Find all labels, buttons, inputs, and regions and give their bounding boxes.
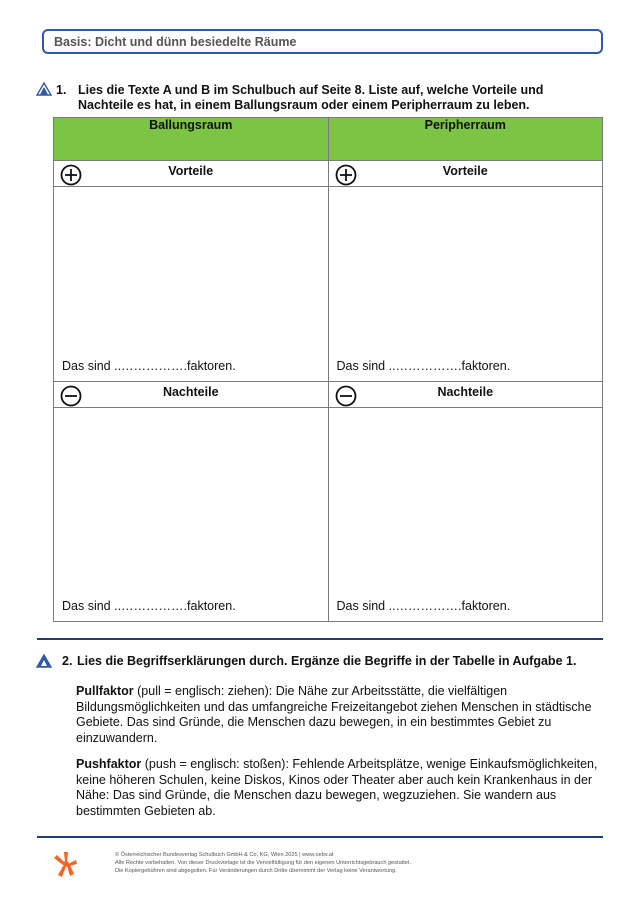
- vorteile-header-cell: [328, 161, 603, 187]
- answer-table: [53, 117, 603, 622]
- nachteile-header-cell: [328, 382, 603, 408]
- level-triangle-icon: [36, 654, 52, 668]
- definition-term: Pushfaktor: [76, 757, 142, 771]
- task1-number: 1.: [56, 83, 67, 97]
- minus-circle-icon: [60, 385, 82, 407]
- plus-circle-icon: [335, 164, 357, 186]
- definition-pullfaktor: [76, 684, 604, 746]
- answer-area-ballungsraum-nachteile[interactable]: [54, 408, 329, 622]
- fill-in-sentence: Das sind ..…………….faktoren.: [336, 359, 511, 373]
- level-triangle-icon: [36, 82, 52, 96]
- answer-area-peripherraum-vorteile[interactable]: [328, 187, 603, 382]
- plus-circle-icon: [60, 164, 82, 186]
- footer-line: Die Kopiergebühren sind abgegolten. Für Veränderungen durch Dritte übernimmt der Verlag keine Verantwortung.: [115, 868, 397, 874]
- oebv-logo: [52, 851, 78, 879]
- minus-circle-icon: [335, 385, 357, 407]
- task1-instruction: Lies die Texte A und B im Schulbuch auf Seite 8. Liste auf, welche Vorteile und Nachteile es hat, in einem Ballungsraum oder einem Peripherraum zu leben.: [78, 83, 544, 112]
- vorteile-label: Vorteile: [442, 164, 488, 178]
- definition-term: Pullfaktor: [76, 684, 134, 698]
- task2-instruction: Lies die Begriffserklärungen durch. Ergänze die Begriffe in der Tabelle in Aufgabe 1.: [77, 654, 577, 668]
- definition-text: (push = englisch: stoßen): Fehlende Arbeitsplätze, wenige Einkaufsmöglichkeiten, keine höheren Schulen, keine Diskos, Kinos oder Theater aber auch kein Krankenhaus in der Nähe: Das sind Gründe, die Menschen dazu bewegen, wegzuziehen. Sie wandern aus bestimmten Gebieten ab.: [76, 757, 598, 818]
- answer-area-ballungsraum-vorteile[interactable]: [54, 187, 329, 382]
- footer-line: Alle Rechte vorbehalten. Von dieser Druckvorlage ist die Vervielfältigung für den eigenen Unterrichtsgebrauch gestattet.: [115, 860, 412, 866]
- fill-in-sentence: Das sind ..…………….faktoren.: [62, 359, 236, 373]
- page-title-text: Basis: Dicht und dünn besiedelte Räume: [54, 34, 297, 49]
- column-header-peripherraum: Peripherraum: [328, 118, 603, 161]
- definition-pushfaktor: [76, 757, 604, 819]
- footer-divider: [37, 836, 603, 838]
- fill-in-sentence: Das sind ..…………….faktoren.: [336, 599, 511, 613]
- nachteile-header-cell: [54, 382, 329, 408]
- nachteile-label: Nachteile: [437, 385, 494, 399]
- footer-line: © Österreichischer Bundesverlag Schulbuch GmbH & Co. KG, Wien 2025 | www.oebv.at: [115, 852, 334, 858]
- page-title: [42, 29, 603, 54]
- vorteile-header-cell: [54, 161, 329, 187]
- vorteile-label: Vorteile: [168, 164, 214, 178]
- column-header-ballungsraum: Ballungsraum: [54, 118, 329, 161]
- definition-text: (pull = englisch: ziehen): Die Nähe zur Arbeitsstätte, die vielfältigen Bildungsmöglichkeiten und das umfangreiche Freizeitangebot ziehen Menschen in städtische Gebiete. Das sind Gründe, die Menschen dazu bewegen, in ein bestimmtes Gebiet zu einzuwandern.: [76, 684, 592, 745]
- footer-copyright: [115, 851, 595, 875]
- section-divider: [37, 638, 603, 640]
- nachteile-label: Nachteile: [162, 385, 219, 399]
- task2-number: 2.: [62, 654, 73, 668]
- answer-area-peripherraum-nachteile[interactable]: [328, 408, 603, 622]
- fill-in-sentence: Das sind ..…………….faktoren.: [62, 599, 236, 613]
